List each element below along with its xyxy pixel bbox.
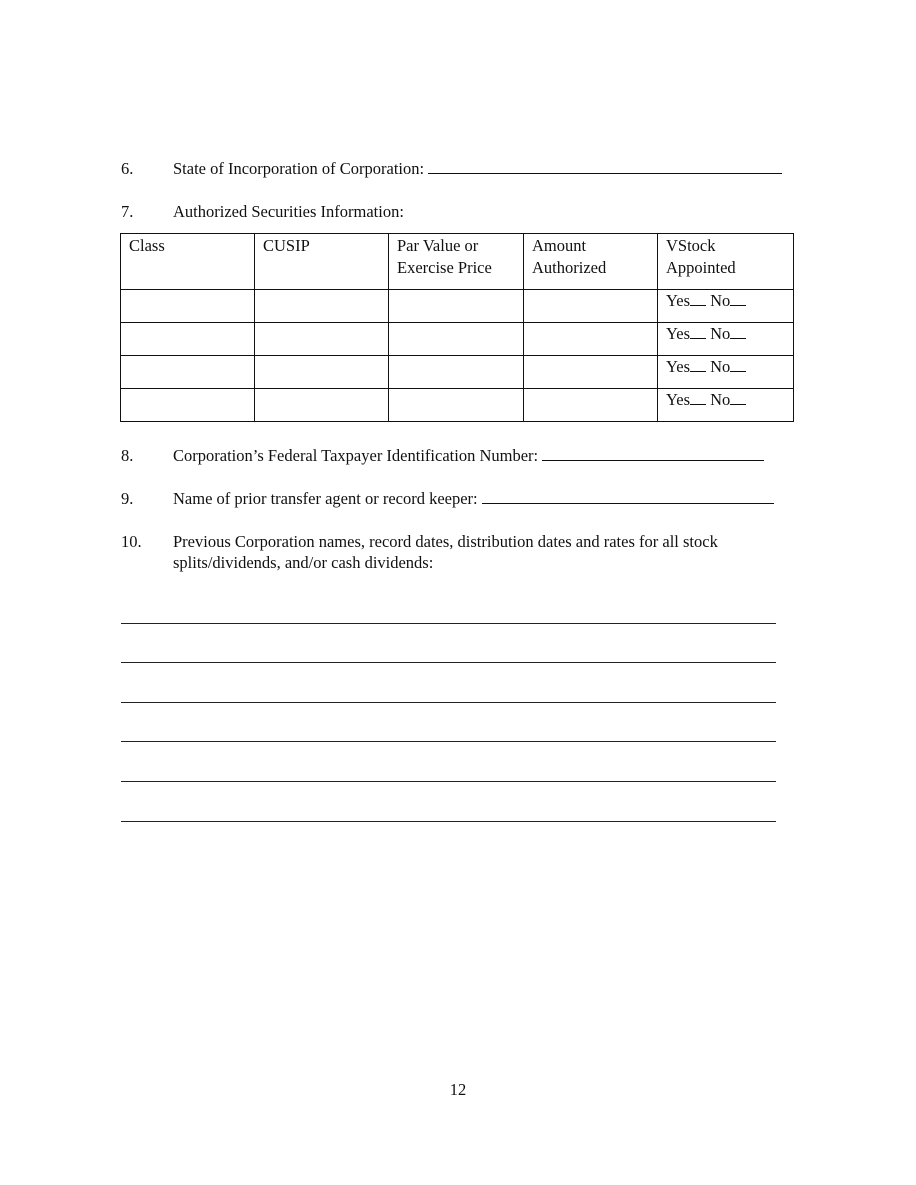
no-blank[interactable] xyxy=(730,358,746,372)
table-row xyxy=(121,356,794,389)
amount-cell[interactable] xyxy=(524,323,658,356)
writing-line[interactable] xyxy=(121,702,776,703)
no-label: No xyxy=(710,291,731,310)
yes-no-choice xyxy=(666,324,746,343)
vstock-cell xyxy=(658,290,794,323)
header-amount-line1: Amount xyxy=(532,236,587,255)
item-9-number: 9. xyxy=(121,489,134,508)
yes-blank[interactable] xyxy=(690,292,706,306)
no-blank[interactable] xyxy=(730,391,746,405)
par-value-cell[interactable] xyxy=(389,356,524,389)
cusip-cell[interactable] xyxy=(255,356,389,389)
yes-blank[interactable] xyxy=(690,325,706,339)
writing-line[interactable] xyxy=(121,781,776,782)
amount-cell[interactable] xyxy=(524,290,658,323)
page-number: 12 xyxy=(449,1080,467,1099)
header-class xyxy=(121,234,255,290)
item-6-number: 6. xyxy=(121,159,134,178)
writing-line[interactable] xyxy=(121,741,776,742)
yes-blank[interactable] xyxy=(690,391,706,405)
state-of-incorporation-field[interactable] xyxy=(428,159,782,174)
class-cell[interactable] xyxy=(121,356,255,389)
table-row xyxy=(121,290,794,323)
header-par-value xyxy=(389,234,524,290)
header-vstock-line2: Appointed xyxy=(666,258,736,277)
header-par-value-line2: Exercise Price xyxy=(397,258,492,277)
no-label: No xyxy=(710,324,731,343)
amount-cell[interactable] xyxy=(524,356,658,389)
yes-label: Yes xyxy=(666,357,691,376)
amount-cell[interactable] xyxy=(524,389,658,422)
item-7-number: 7. xyxy=(121,202,134,221)
item-10-label-line1: Previous Corporation names, record dates, distribution dates and rates for all stock xyxy=(173,532,718,551)
yes-blank[interactable] xyxy=(690,358,706,372)
header-amount xyxy=(524,234,658,290)
item-9-label-row xyxy=(173,489,774,509)
item-10-number: 10. xyxy=(121,532,142,551)
yes-no-choice xyxy=(666,390,746,409)
item-8-label: Corporation’s Federal Taxpayer Identification Number: xyxy=(173,446,539,465)
item-7-label: Authorized Securities Information: xyxy=(173,202,404,221)
no-blank[interactable] xyxy=(730,292,746,306)
header-cusip-label: CUSIP xyxy=(263,236,310,255)
table-row xyxy=(121,323,794,356)
header-class-label: Class xyxy=(129,236,165,255)
vstock-cell xyxy=(658,323,794,356)
item-6-label-row xyxy=(173,159,782,179)
vstock-cell xyxy=(658,389,794,422)
header-par-value-line1: Par Value or xyxy=(397,236,479,255)
cusip-cell[interactable] xyxy=(255,290,389,323)
par-value-cell[interactable] xyxy=(389,389,524,422)
writing-line[interactable] xyxy=(121,662,776,663)
prior-transfer-agent-field[interactable] xyxy=(482,489,774,504)
header-vstock-line1: VStock xyxy=(666,236,716,255)
securities-table xyxy=(120,233,794,422)
item-9-label: Name of prior transfer agent or record keeper: xyxy=(173,489,478,508)
table-header-row xyxy=(121,234,794,290)
vstock-cell xyxy=(658,356,794,389)
writing-line[interactable] xyxy=(121,821,776,822)
no-label: No xyxy=(710,357,731,376)
item-8-label-row xyxy=(173,446,764,466)
class-cell[interactable] xyxy=(121,290,255,323)
yes-label: Yes xyxy=(666,291,691,310)
yes-label: Yes xyxy=(666,324,691,343)
header-vstock xyxy=(658,234,794,290)
yes-no-choice xyxy=(666,357,746,376)
item-8-number: 8. xyxy=(121,446,134,465)
yes-no-choice xyxy=(666,291,746,310)
item-10-label-line2: splits/dividends, and/or cash dividends: xyxy=(173,553,434,572)
par-value-cell[interactable] xyxy=(389,290,524,323)
cusip-cell[interactable] xyxy=(255,389,389,422)
header-amount-line2: Authorized xyxy=(532,258,607,277)
cusip-cell[interactable] xyxy=(255,323,389,356)
par-value-cell[interactable] xyxy=(389,323,524,356)
taxpayer-id-field[interactable] xyxy=(542,446,764,461)
writing-line[interactable] xyxy=(121,623,776,624)
yes-label: Yes xyxy=(666,390,691,409)
class-cell[interactable] xyxy=(121,323,255,356)
item-6-label: State of Incorporation of Corporation: xyxy=(173,159,425,178)
no-label: No xyxy=(710,390,731,409)
header-cusip xyxy=(255,234,389,290)
item-10-label xyxy=(173,532,718,573)
table-row xyxy=(121,389,794,422)
class-cell[interactable] xyxy=(121,389,255,422)
no-blank[interactable] xyxy=(730,325,746,339)
